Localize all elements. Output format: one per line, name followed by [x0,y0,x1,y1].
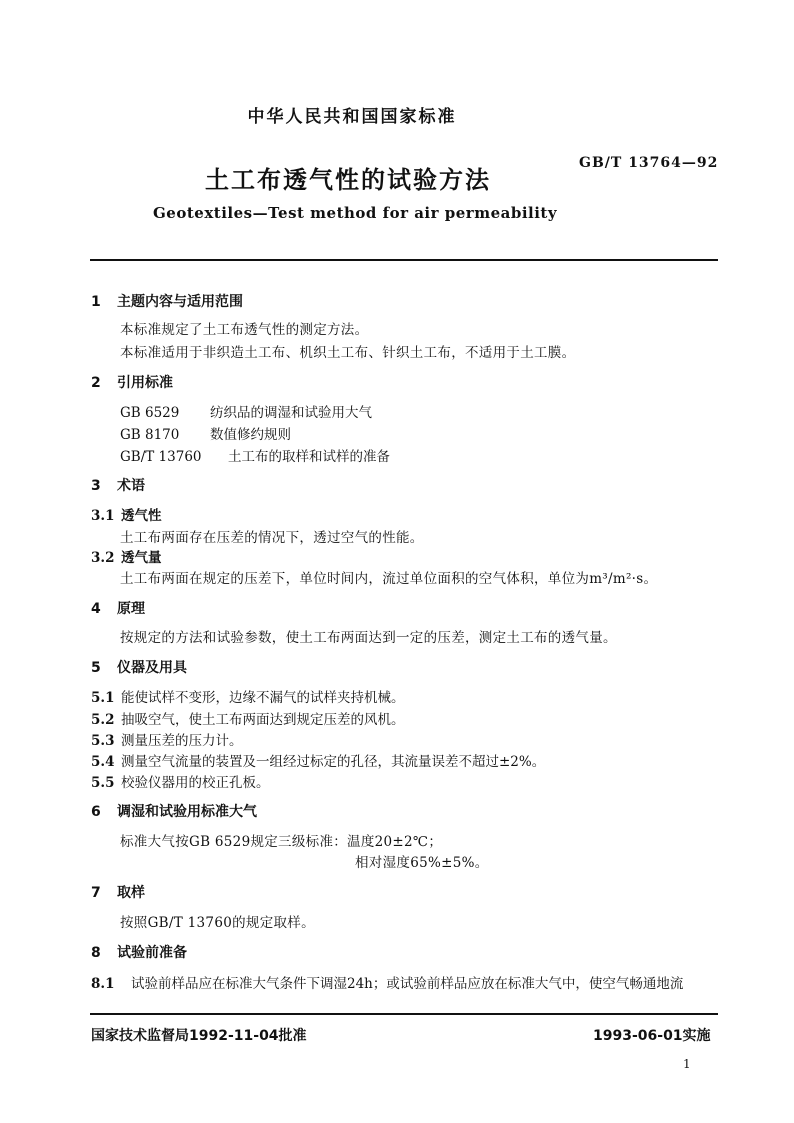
section-title: 术语 [117,478,145,494]
effective-date: 1993-06-01实施 [593,1028,711,1044]
section-heading [91,475,145,495]
definition-text: 土工布两面存在压差的情况下，透过空气的性能。 [120,530,424,546]
section-title: 引用标准 [117,375,173,391]
list-item [91,750,545,770]
section-title: 试验前准备 [117,945,187,961]
page-title: 土工布透气性的试验方法 [205,166,491,194]
section-title: 调湿和试验用标准大气 [117,804,257,820]
section-heading [91,882,145,902]
paragraph: 本标准规定了土工布透气性的测定方法。 [120,322,369,338]
page-number: 1 [683,1057,691,1071]
section-heading [91,372,173,392]
section-title: 取样 [117,885,145,901]
reference-title: 纺织品的调湿和试验用大气 [210,405,372,421]
item-number: 5.4 [91,754,115,770]
subsection-title: 透气量 [121,550,162,566]
section-number: 2 [91,375,101,391]
reference-title: 土工布的取样和试样的准备 [228,449,390,465]
list-item [91,686,405,706]
reference-code: GB 6529 [120,405,180,421]
section-heading [91,657,187,677]
list-item [91,708,405,728]
item-text: 测量压差的压力计。 [121,733,243,749]
section-number: 5 [91,660,101,676]
item-text: 校验仪器用的校正孔板。 [121,775,270,791]
section-number: 1 [91,294,101,310]
item-text: 测量空气流量的装置及一组经过标定的孔径，其流量误差不超过±2%。 [121,754,546,770]
subsection-title: 透气性 [121,508,162,524]
definition-text: 土工布两面在规定的压差下，单位时间内，流过单位面积的空气体积，单位为m³/m²·s。 [120,571,658,587]
subsection-heading [91,504,162,524]
header-divider [90,259,718,261]
list-item [91,972,683,992]
paragraph: 按照GB/T 13760的规定取样。 [120,915,315,931]
approval-note: 国家技术监督局1992-11-04批准 [91,1028,307,1044]
section-number: 4 [91,601,101,617]
item-text: 抽吸空气，使土工布两面达到规定压差的风机。 [121,712,405,728]
section-heading [91,598,145,618]
reference-code: GB 8170 [120,427,180,443]
section-heading [91,942,187,962]
reference-item [120,445,390,465]
standard-number: GB/T 13764—92 [579,155,719,171]
item-number: 5.3 [91,733,115,749]
list-item [91,729,243,749]
reference-title: 数值修约规则 [210,427,291,443]
item-number: 8.1 [91,976,115,992]
section-title: 原理 [117,601,145,617]
subsection-number: 3.2 [91,550,115,566]
section-title: 仪器及用具 [117,660,187,676]
subsection-number: 3.1 [91,508,115,524]
item-number: 5.5 [91,775,115,791]
item-text: 试验前样品应在标准大气条件下调湿24h；或试验前样品应放在标准大气中，使空气畅通地流 [131,976,684,992]
paragraph: 按规定的方法和试验参数，使土工布两面达到一定的压差，测定土工布的透气量。 [120,630,617,646]
subsection-heading [91,546,162,566]
atmosphere-line: 相对湿度65%±5%。 [355,855,489,871]
standard-category: 中华人民共和国国家标准 [247,107,457,127]
section-number: 7 [91,885,101,901]
section-heading [91,291,243,311]
section-number: 6 [91,804,101,820]
footer-divider [90,1013,718,1015]
paragraph: 本标准适用于非织造土工布、机织土工布、针织土工布，不适用于土工膜。 [120,345,576,361]
atmosphere-line: 标准大气按GB 6529规定三级标准：温度20±2℃； [120,834,443,850]
item-number: 5.2 [91,712,115,728]
section-heading [91,801,257,821]
list-item [91,771,270,791]
section-number: 3 [91,478,101,494]
reference-item [120,423,291,443]
reference-item [120,401,372,421]
english-title: Geotextiles—Test method for air permeability [153,204,558,222]
item-number: 5.1 [91,690,115,706]
reference-code: GB/T 13760 [120,449,202,465]
section-number: 8 [91,945,101,961]
item-text: 能使试样不变形，边缘不漏气的试样夹持机械。 [121,690,405,706]
section-title: 主题内容与适用范围 [117,294,243,310]
